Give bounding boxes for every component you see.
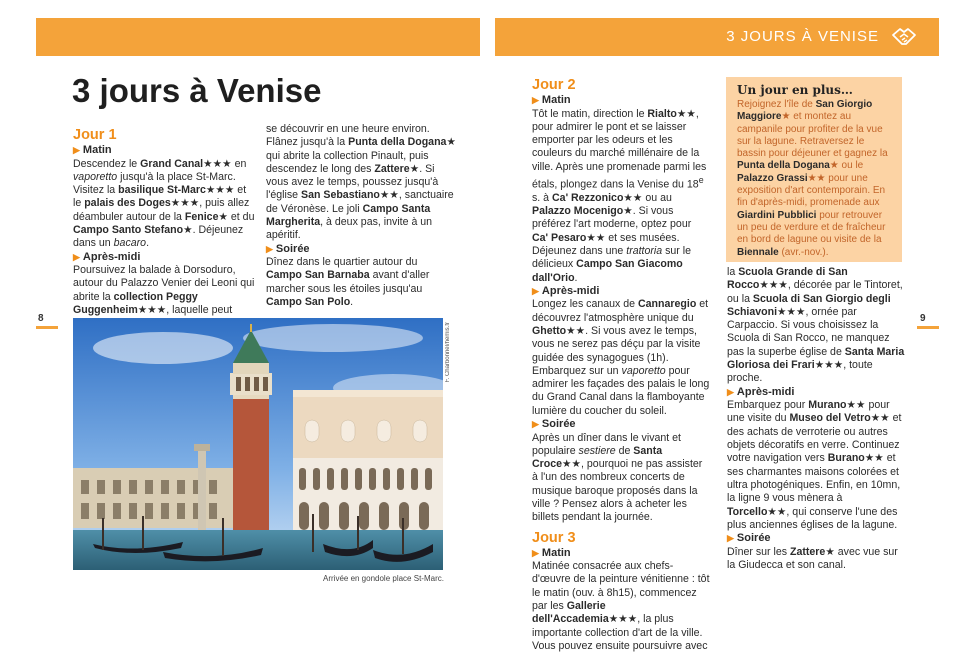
paragraph-evening: Dînez dans le quartier autour du Campo San Barnaba avant d'aller marcher sous les étoiles jusqu'au Campo San Polo. <box>266 256 430 309</box>
day-heading: Jour 1 <box>73 127 117 143</box>
paragraph-evening: Dîner sur les Zattere★ avec vue sur la Giudecca et son canal. <box>727 545 898 571</box>
triangle-icon: ▶ <box>73 145 80 155</box>
column-3 <box>532 76 710 653</box>
paragraph-afternoon: Embarquez pour Murano★★ pour une visite du Museo del Vetro★★ et des achats de verroterie ou autres objets décoratifs en verre. Continuez votre navigation vers Burano★★ et ses charmantes maisons colorées et ultra photogéniques. Enfin, en 10mn, la ligne 9 vous mènera à Torcello★★, qui conserve l'une des plus anciennes églises de la lagune. <box>727 399 902 531</box>
page-marker-right <box>917 326 939 329</box>
subheading-afternoon: ▶ Après-midi <box>727 385 795 398</box>
photo-caption: Arrivée en gondole place St-Marc. <box>323 574 444 583</box>
triangle-icon: ▶ <box>532 285 539 296</box>
column-4 <box>727 266 905 572</box>
triangle-icon: ▶ <box>532 95 539 105</box>
paragraph-afternoon: Poursuivez la balade à Dorsoduro, autour du Palazzo Venier dei Leoni qui abrite la collection Peggy Guggenheim★★★, laquelle peut <box>73 264 255 316</box>
page-number-right: 9 <box>920 313 926 324</box>
section-title: 3 JOURS À VENISE <box>726 28 879 45</box>
handshake-icon <box>891 25 917 49</box>
header-band-left <box>36 18 480 56</box>
photo-credit: F. Charbonnel/hemis.fr <box>445 322 451 383</box>
venice-photo <box>73 318 443 570</box>
page-marker-left <box>36 326 58 329</box>
triangle-icon: ▶ <box>266 243 273 254</box>
triangle-icon: ▶ <box>73 251 80 262</box>
triangle-icon: ▶ <box>532 547 539 558</box>
triangle-icon: ▶ <box>727 533 734 544</box>
sidebar-body: Rejoignez l'île de San Giorgio Maggiore★ et montez au campanile pour profiter de la vue sur la lagune. Retraversez le bassin pour déjeuner et gagnez la Punta della Dogana★ ou le Palazzo Grassi★★ pour une exposition d'art contemporain. En fin d'après-midi, promenade aux Giardini Pubblici pour retrouver un peu de verdure et de fraîcheur en bord de lagune ou visite de la Biennale (avr.-nov.). <box>737 99 888 258</box>
paragraph-afternoon: Longez les canaux de Cannaregio et découvrez l'atmosphère unique du Ghetto★★. Si vous avez le temps, vous ne serez pas déçu par la visite guidée des synagogues (1h). Embarquez sur un vaporetto pour admirer les façades des palais le long du Grand Canal dans la flamboyante lumière du coucher du soleil. <box>532 298 710 417</box>
sidebar-box <box>726 77 902 262</box>
header-band-right <box>495 18 939 56</box>
paragraph-morning: Descendez le Grand Canal★★★ en vaporetto jusqu'à la place St-Marc. Visitez la basilique St-Marc★★★ et le palais des Doges★★★, puis allez déambuler autour de la Fenice★ et du Campo Santo Stefano★. Déjeunez dans un bacaro. <box>73 157 255 250</box>
day-heading: Jour 3 <box>532 529 576 546</box>
paragraph-continued: se découvrir en une heure environ. Flânez jusqu'à la Punta della Dogana★ qui abrite la collection Pinault, puis descendez le long des Zattere★. Si vous avez le temps, poussez jusqu'à l'église San Sebastiano★★, sanctuaire de Véronèse. Le joli Campo Santa Margherita, à deux pas, invite à un apéritif. <box>266 123 456 242</box>
subheading-evening: ▶ Soirée <box>532 418 576 431</box>
paragraph-continued: la Scuola Grande di San Rocco★★★, décorée par le Tintoret, ou la Scuola di San Giorgio degli Schiavoni★★★, ornée par Carpaccio. Si vous choisissez la Scuola di San Rocco, ne manquez pas la superbe église de Santa Maria Gloriosa dei Frari★★★, toute proche. <box>727 266 905 385</box>
triangle-icon: ▶ <box>727 386 734 397</box>
subheading-morning: ▶ Matin <box>73 144 112 156</box>
triangle-icon: ▶ <box>532 419 539 430</box>
paragraph-evening: Après un dîner dans le vivant et populaire sestiere de Santa Croce★★, pourquoi ne pas assister à l'un des nombreux concerts de musique baroque proposés dans la ville ? Pensez alors à acheter les billets pendant la journée. <box>532 431 703 524</box>
page-number-left: 8 <box>38 313 44 324</box>
subheading-morning: ▶ Matin <box>532 94 571 106</box>
sidebar-title: Un jour en plus… <box>737 83 853 97</box>
subheading-afternoon: ▶ Après-midi <box>532 284 600 297</box>
column-1 <box>73 126 257 317</box>
subheading-afternoon: ▶ Après-midi <box>73 250 141 263</box>
subheading-evening: ▶ Soirée <box>727 532 771 545</box>
paragraph-morning-day3: Matinée consacrée aux chefs-d'œuvre de la peinture vénitienne : tôt le matin (ouv. à 8h15), commencez par les Gallerie dell'Accademia★★★, la plus importante collection d'art de la ville. Vous pouvez ensuite poursuivre avec <box>532 560 710 652</box>
paragraph-morning: Tôt le matin, direction le Rialto★★, pour admirer le pont et se laisser emporter par les odeurs et les couleurs du marché millénaire de la ville. Après une promenade parmi les étals, plongez dans la Venise du 18e s. à Ca' Rezzonico★★ ou au Palazzo Mocenigo★. Si vous préférez l'art moderne, optez pour Ca' Pesaro★★ et ses musées. Déjeunez dans une trattoria sur le délicieux Campo San Giacomo dall'Orio. <box>532 107 707 284</box>
subheading-evening: ▶ Soirée <box>266 242 310 255</box>
column-2 <box>266 123 456 309</box>
page-title: 3 jours à Venise <box>72 72 322 109</box>
day-heading: Jour 2 <box>532 77 576 93</box>
subheading-morning: ▶ Matin <box>532 546 571 559</box>
